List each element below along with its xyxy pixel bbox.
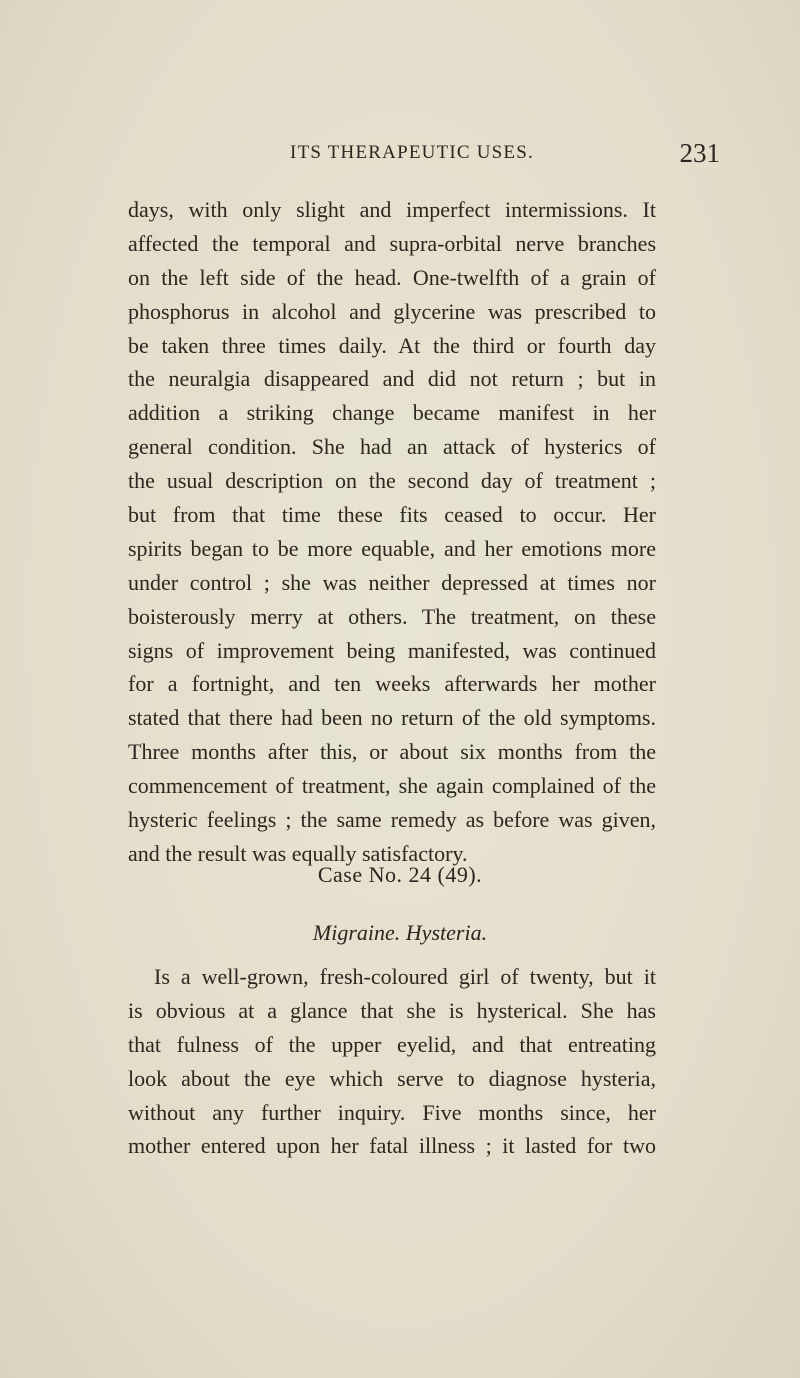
text-line: the neuralgia disappeared and did not return ; but in bbox=[128, 366, 656, 392]
text-line: is obvious at a glance that she is hysterical. She has bbox=[128, 997, 656, 1023]
text-line: the usual description on the second day of treatment ; bbox=[128, 468, 656, 494]
text-line: hysteric feelings ; the same remedy as before was given, bbox=[128, 807, 656, 833]
paragraph-case-23-continued bbox=[128, 193, 656, 871]
text-line: signs of improvement being manifested, was continued bbox=[128, 637, 656, 663]
text-line: general condition. She had an attack of hysterics of bbox=[128, 434, 656, 460]
paragraph-case-24 bbox=[128, 960, 656, 1163]
text-line: for a fortnight, and ten weeks afterwards her mother bbox=[128, 671, 656, 697]
text-line: stated that there had been no return of the old symptoms. bbox=[128, 705, 656, 731]
text-line: and the result was equally satisfactory. bbox=[128, 840, 468, 866]
text-line: spirits began to be more equable, and her emotions more bbox=[128, 535, 656, 561]
text-line: commencement of treatment, she again complained of the bbox=[128, 773, 656, 799]
text-line: days, with only slight and imperfect intermissions. It bbox=[128, 197, 656, 222]
text-line: Is a well-grown, fresh-coloured girl of twenty, but it bbox=[154, 964, 656, 989]
text-line: boisterously merry at others. The treatment, on these bbox=[128, 603, 656, 629]
text-line: be taken three times daily. At the third or fourth day bbox=[128, 332, 656, 358]
text-line: affected the temporal and supra-orbital nerve branches bbox=[128, 230, 656, 256]
text-line: Three months after this, or about six months from the bbox=[128, 739, 656, 765]
running-head: ITS THERAPEUTIC USES. bbox=[290, 142, 534, 163]
case-heading: Case No. 24 (49). bbox=[317, 862, 483, 887]
text-line: that fulness of the upper eyelid, and that entreating bbox=[128, 1031, 656, 1057]
page-header bbox=[0, 138, 800, 168]
case-subheading: Migraine. Hysteria. bbox=[312, 920, 488, 945]
text-line: under control ; she was neither depressed at times nor bbox=[128, 569, 656, 595]
text-line: without any further inquiry. Five months since, her bbox=[128, 1099, 656, 1125]
text-line: addition a striking change became manifest in her bbox=[128, 400, 656, 426]
text-line: on the left side of the head. One-twelfth of a grain of bbox=[128, 264, 656, 290]
text-line: phosphorus in alcohol and glycerine was prescribed to bbox=[128, 298, 656, 324]
text-line: look about the eye which serve to diagnose hysteria, bbox=[128, 1065, 656, 1091]
page-number: 231 bbox=[679, 138, 720, 168]
text-line: but from that time these fits ceased to occur. Her bbox=[128, 502, 656, 528]
text-line: mother entered upon her fatal illness ; it lasted for two bbox=[128, 1133, 656, 1159]
